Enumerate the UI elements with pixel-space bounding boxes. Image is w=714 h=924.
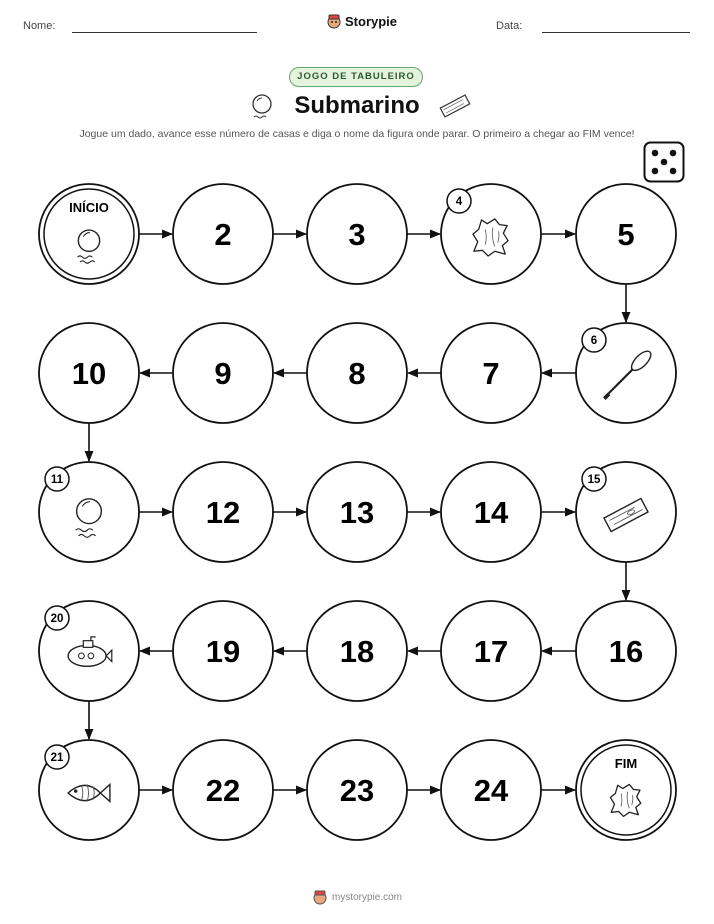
board-space-24 bbox=[441, 740, 541, 840]
board-space-20 bbox=[39, 601, 139, 701]
board-space-16 bbox=[576, 601, 676, 701]
space-number: 21 bbox=[50, 752, 64, 764]
space-number: 8 bbox=[348, 356, 366, 391]
space-number: 23 bbox=[339, 773, 375, 808]
page-title: Submarino bbox=[294, 92, 420, 119]
space-number: 4 bbox=[455, 196, 463, 208]
space-number: 9 bbox=[214, 356, 232, 391]
start-label: INÍCIO bbox=[69, 200, 109, 215]
board-space-12 bbox=[173, 462, 273, 562]
board-space-11 bbox=[39, 462, 139, 562]
footer-url[interactable]: mystorypie.com bbox=[331, 891, 402, 903]
board-space-25 bbox=[576, 740, 676, 840]
space-number: 16 bbox=[608, 634, 644, 669]
date-label: Data: bbox=[496, 20, 523, 32]
space-number: 10 bbox=[71, 356, 107, 391]
game-type-badge: JOGO DE TABULEIRO bbox=[289, 67, 423, 87]
board-space-9 bbox=[173, 323, 273, 423]
space-number: 17 bbox=[473, 634, 509, 669]
space-number: 19 bbox=[205, 634, 241, 669]
space-number: 14 bbox=[473, 495, 509, 530]
board-space-21 bbox=[39, 740, 139, 840]
space-number: 2 bbox=[214, 217, 232, 252]
board-space-6 bbox=[576, 323, 676, 423]
board-space-17 bbox=[441, 601, 541, 701]
board-space-15 bbox=[576, 462, 676, 562]
name-label: Nome: bbox=[23, 20, 56, 32]
space-number: 24 bbox=[473, 773, 509, 808]
board-space-10 bbox=[39, 323, 139, 423]
space-number: 20 bbox=[50, 613, 64, 625]
board-space-1 bbox=[39, 184, 139, 284]
space-number: 12 bbox=[205, 495, 241, 530]
space-number: 5 bbox=[617, 217, 635, 252]
space-number: 13 bbox=[339, 495, 375, 530]
board-space-2 bbox=[173, 184, 273, 284]
brand-name: Storypie bbox=[345, 13, 398, 29]
board-space-4 bbox=[441, 184, 541, 284]
board-space-3 bbox=[307, 184, 407, 284]
board-space-22 bbox=[173, 740, 273, 840]
board-space-8 bbox=[307, 323, 407, 423]
board-space-18 bbox=[307, 601, 407, 701]
board-space-19 bbox=[173, 601, 273, 701]
instructions: Jogue um dado, avance esse número de casas e diga o nome da figura onde parar. O primeiro a chegar ao FIM vence! bbox=[79, 128, 635, 140]
board-space-14 bbox=[441, 462, 541, 562]
space-number: 22 bbox=[205, 773, 241, 808]
end-label: FIM bbox=[614, 756, 638, 771]
board-space-7 bbox=[441, 323, 541, 423]
space-number: 7 bbox=[482, 356, 500, 391]
board-space-23 bbox=[307, 740, 407, 840]
footer bbox=[0, 889, 714, 905]
storypie-mascot-icon bbox=[312, 889, 328, 905]
space-number: 18 bbox=[339, 634, 375, 669]
space-number: 15 bbox=[587, 474, 601, 486]
space-number: 11 bbox=[50, 474, 64, 486]
space-number: 3 bbox=[348, 217, 366, 252]
board-space-5 bbox=[576, 184, 676, 284]
space-number: 6 bbox=[590, 335, 598, 347]
board-space-13 bbox=[307, 462, 407, 562]
